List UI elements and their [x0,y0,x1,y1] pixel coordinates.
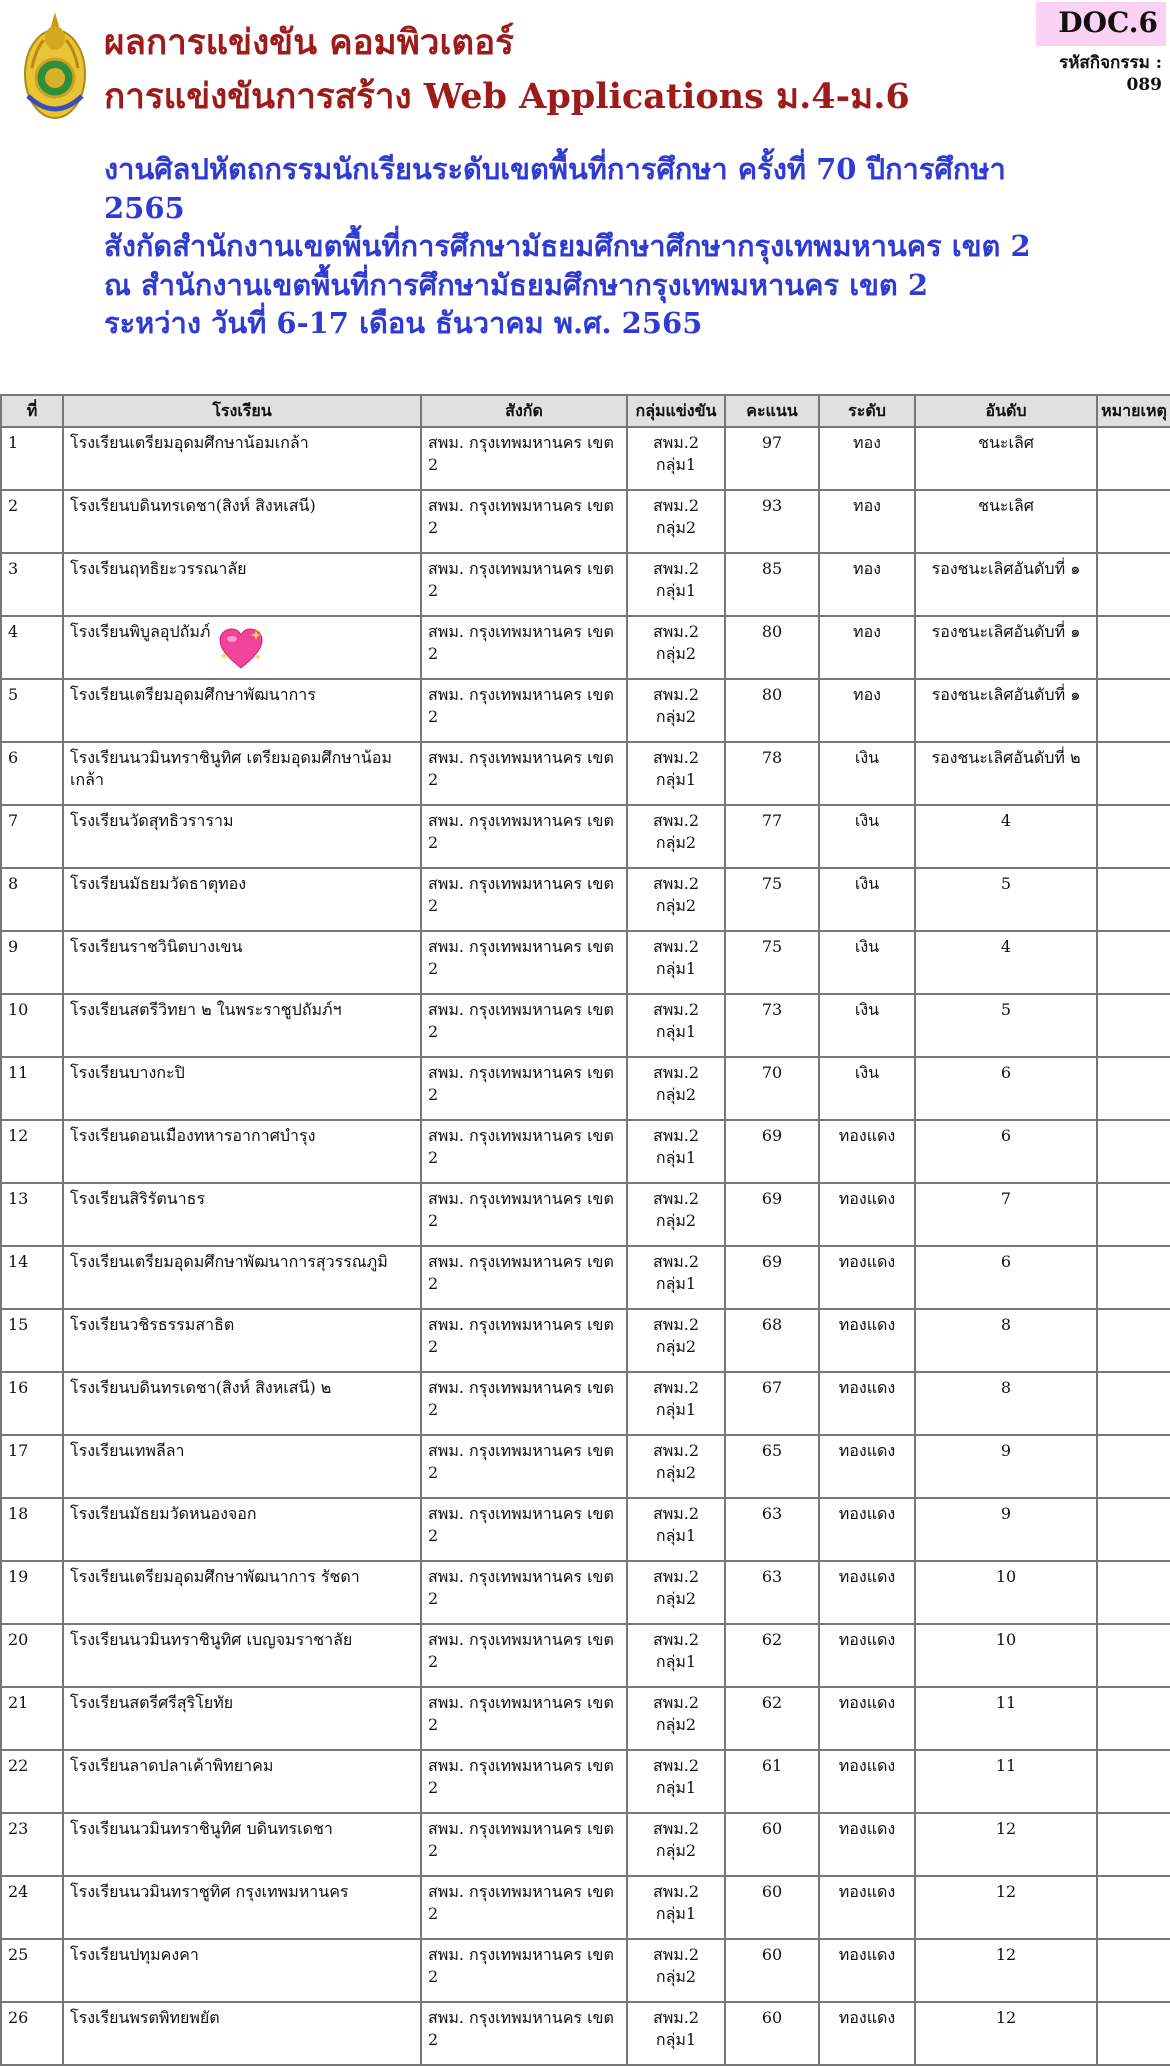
cell-rank: 7 [915,1183,1097,1246]
cell-no: 18 [1,1498,63,1561]
cell-school: โรงเรียนปทุมคงคา [63,1939,421,2002]
cell-group: สพม.2 กลุ่ม1 [627,1498,725,1561]
column-header-score: คะแนน [725,395,819,427]
cell-rank: รองชนะเลิศอันดับที่ ๑ [915,679,1097,742]
cell-rank: ชนะเลิศ [915,427,1097,490]
cell-remark [1097,1246,1170,1309]
column-header-group: กลุ่มแข่งขัน [627,395,725,427]
event-details-line: งานศิลปหัตถกรรมนักเรียนระดับเขตพื้นที่การศึกษา ครั้งที่ 70 ปีการศึกษา [104,152,1006,186]
cell-affiliation: สพม. กรุงเทพมหานคร เขต 2 [421,1435,627,1498]
cell-affiliation: สพม. กรุงเทพมหานคร เขต 2 [421,931,627,994]
cell-remark [1097,679,1170,742]
cell-affiliation: สพม. กรุงเทพมหานคร เขต 2 [421,1183,627,1246]
cell-school: โรงเรียนนวมินทราชูทิศ กรุงเทพมหานคร [63,1876,421,1939]
cell-level: ทองแดง [819,1876,915,1939]
cell-remark [1097,742,1170,805]
cell-group: สพม.2 กลุ่ม1 [627,2002,725,2065]
cell-score: 69 [725,1246,819,1309]
cell-level: เงิน [819,742,915,805]
cell-score: 93 [725,490,819,553]
cell-score: 85 [725,553,819,616]
table-row [1,805,1170,868]
column-header-rank: อันดับ [915,395,1097,427]
cell-no: 7 [1,805,63,868]
event-details-line: สังกัดสำนักงานเขตพื้นที่การศึกษามัธยมศึกษาศึกษากรุงเทพมหานคร เขต 2 [104,229,1031,264]
table-row [1,1120,1170,1183]
cell-score: 77 [725,805,819,868]
cell-no: 10 [1,994,63,1057]
cell-school: โรงเรียนเตรียมอุดมศึกษาพัฒนาการ [63,679,421,742]
cell-remark [1097,427,1170,490]
cell-level: ทองแดง [819,1498,915,1561]
table-row [1,616,1170,679]
cell-remark [1097,1561,1170,1624]
cell-affiliation: สพม. กรุงเทพมหานคร เขต 2 [421,805,627,868]
cell-school: โรงเรียนนวมินทราชินูทิศ เบญจมราชาลัย [63,1624,421,1687]
cell-remark [1097,1183,1170,1246]
cell-score: 97 [725,427,819,490]
cell-group: สพม.2 กลุ่ม1 [627,1624,725,1687]
cell-school: โรงเรียนเทพลีลา [63,1435,421,1498]
cell-rank: รองชนะเลิศอันดับที่ ๑ [915,553,1097,616]
cell-school: โรงเรียนมัธยมวัดหนองจอก [63,1498,421,1561]
cell-group: สพม.2 กลุ่ม2 [627,679,725,742]
competition-title: การแข่งขันการสร้าง Web Applications ม.4-ม.6 [104,76,910,117]
cell-no: 14 [1,1246,63,1309]
table-row [1,1624,1170,1687]
table-row [1,1876,1170,1939]
cell-group: สพม.2 กลุ่ม1 [627,931,725,994]
table-row [1,2002,1170,2065]
cell-level: ทองแดง [819,1813,915,1876]
cell-score: 68 [725,1309,819,1372]
table-row [1,1561,1170,1624]
cell-remark [1097,1939,1170,2002]
cell-rank: 10 [915,1561,1097,1624]
cell-score: 70 [725,1057,819,1120]
cell-school: โรงเรียนลาดปลาเค้าพิทยาคม [63,1750,421,1813]
cell-group: สพม.2 กลุ่ม1 [627,427,725,490]
table-row [1,1939,1170,2002]
cell-no: 9 [1,931,63,994]
cell-score: 69 [725,1120,819,1183]
cell-school: โรงเรียนเตรียมอุดมศึกษาพัฒนาการสุวรรณภูมิ [63,1246,421,1309]
cell-rank: ชนะเลิศ [915,490,1097,553]
cell-school: โรงเรียนบดินทรเดชา(สิงห์ สิงหเสนี) [63,490,421,553]
cell-group: สพม.2 กลุ่ม2 [627,1561,725,1624]
cell-school: โรงเรียนสตรีศรีสุริโยทัย [63,1687,421,1750]
cell-school: โรงเรียนสิริรัตนาธร [63,1183,421,1246]
cell-school: โรงเรียนราชวินิตบางเขน [63,931,421,994]
table-row [1,679,1170,742]
cell-no: 4 [1,616,63,679]
cell-affiliation: สพม. กรุงเทพมหานคร เขต 2 [421,868,627,931]
table-row [1,1435,1170,1498]
cell-remark [1097,1624,1170,1687]
cell-affiliation: สพม. กรุงเทพมหานคร เขต 2 [421,1309,627,1372]
cell-level: ทอง [819,679,915,742]
cell-school: โรงเรียนสตรีวิทยา ๒ ในพระราชูปถัมภ์ฯ [63,994,421,1057]
cell-no: 6 [1,742,63,805]
cell-level: ทอง [819,490,915,553]
cell-remark [1097,2002,1170,2065]
activity-code-label: รหัสกิจกรรม : [1059,53,1162,73]
cell-level: ทองแดง [819,1561,915,1624]
cell-level: ทองแดง [819,2002,915,2065]
cell-rank: 8 [915,1372,1097,1435]
cell-remark [1097,1813,1170,1876]
cell-no: 8 [1,868,63,931]
cell-score: 60 [725,1876,819,1939]
column-header-school: โรงเรียน [63,395,421,427]
cell-affiliation: สพม. กรุงเทพมหานคร เขต 2 [421,1939,627,2002]
cell-level: ทอง [819,553,915,616]
cell-level: ทองแดง [819,1624,915,1687]
cell-score: 60 [725,1813,819,1876]
cell-no: 26 [1,2002,63,2065]
cell-score: 62 [725,1687,819,1750]
table-row [1,1183,1170,1246]
cell-rank: 11 [915,1750,1097,1813]
cell-school: โรงเรียนเตรียมอุดมศึกษาน้อมเกล้า [63,427,421,490]
cell-rank: 9 [915,1498,1097,1561]
cell-group: สพม.2 กลุ่ม2 [627,1309,725,1372]
cell-no: 3 [1,553,63,616]
cell-score: 78 [725,742,819,805]
table-row [1,742,1170,805]
cell-level: เงิน [819,994,915,1057]
cell-group: สพม.2 กลุ่ม2 [627,805,725,868]
cell-group: สพม.2 กลุ่ม2 [627,490,725,553]
cell-affiliation: สพม. กรุงเทพมหานคร เขต 2 [421,1624,627,1687]
cell-remark [1097,868,1170,931]
cell-affiliation: สพม. กรุงเทพมหานคร เขต 2 [421,2002,627,2065]
table-row [1,1309,1170,1372]
cell-school: โรงเรียนนวมินทราชินูทิศ บดินทรเดชา [63,1813,421,1876]
cell-rank: 9 [915,1435,1097,1498]
cell-rank: 4 [915,805,1097,868]
cell-level: ทองแดง [819,1750,915,1813]
cell-score: 67 [725,1372,819,1435]
cell-rank: 6 [915,1120,1097,1183]
cell-score: 63 [725,1561,819,1624]
event-details-line: ณ สำนักงานเขตพื้นที่การศึกษามัธยมศึกษากรุงเทพมหานคร เขต 2 [104,267,929,302]
cell-remark [1097,1120,1170,1183]
cell-group: สพม.2 กลุ่ม1 [627,994,725,1057]
cell-level: ทองแดง [819,1687,915,1750]
table-row [1,868,1170,931]
cell-remark [1097,1057,1170,1120]
cell-level: ทอง [819,616,915,679]
cell-rank: 5 [915,868,1097,931]
cell-group: สพม.2 กลุ่ม2 [627,616,725,679]
table-row [1,1687,1170,1750]
cell-affiliation: สพม. กรุงเทพมหานคร เขต 2 [421,553,627,616]
cell-no: 11 [1,1057,63,1120]
cell-school: โรงเรียนบดินทรเดชา(สิงห์ สิงหเสนี) ๒ [63,1372,421,1435]
cell-level: ทองแดง [819,1435,915,1498]
cell-school: โรงเรียนนวมินทราชินูทิศ เตรียมอุดมศึกษาน้อมเกล้า [63,742,421,805]
page-title: ผลการแข่งขัน คอมพิวเตอร์ [104,22,514,63]
table-header-row [1,395,1170,427]
education-emblem-icon [22,8,88,124]
table-row [1,1498,1170,1561]
column-header-affiliation: สังกัด [421,395,627,427]
table-row [1,1246,1170,1309]
cell-affiliation: สพม. กรุงเทพมหานคร เขต 2 [421,1750,627,1813]
cell-rank: 4 [915,931,1097,994]
cell-no: 23 [1,1813,63,1876]
cell-group: สพม.2 กลุ่ม2 [627,1057,725,1120]
cell-school: โรงเรียนดอนเมืองทหารอากาศบำรุง [63,1120,421,1183]
cell-group: สพม.2 กลุ่ม1 [627,1120,725,1183]
cell-rank: 6 [915,1246,1097,1309]
cell-no: 17 [1,1435,63,1498]
cell-level: ทองแดง [819,1183,915,1246]
cell-group: สพม.2 กลุ่ม2 [627,1813,725,1876]
column-header-remark: หมายเหตุ [1097,395,1170,427]
cell-score: 61 [725,1750,819,1813]
cell-no: 16 [1,1372,63,1435]
cell-affiliation: สพม. กรุงเทพมหานคร เขต 2 [421,1561,627,1624]
cell-group: สพม.2 กลุ่ม1 [627,1246,725,1309]
cell-remark [1097,490,1170,553]
cell-rank: 12 [915,1813,1097,1876]
cell-rank: 12 [915,2002,1097,2065]
cell-remark [1097,1309,1170,1372]
cell-remark [1097,994,1170,1057]
cell-school: โรงเรียนพิบูลอุปถัมภ์ [63,616,421,679]
cell-no: 25 [1,1939,63,2002]
cell-affiliation: สพม. กรุงเทพมหานคร เขต 2 [421,994,627,1057]
activity-code: 089 [1126,75,1162,95]
cell-score: 75 [725,931,819,994]
cell-affiliation: สพม. กรุงเทพมหานคร เขต 2 [421,742,627,805]
table-row [1,994,1170,1057]
cell-affiliation: สพม. กรุงเทพมหานคร เขต 2 [421,1372,627,1435]
cell-group: สพม.2 กลุ่ม1 [627,1876,725,1939]
cell-school: โรงเรียนฤทธิยะวรรณาลัย [63,553,421,616]
cell-school: โรงเรียนมัธยมวัดธาตุทอง [63,868,421,931]
table-row [1,1750,1170,1813]
cell-level: ทองแดง [819,1246,915,1309]
cell-no: 15 [1,1309,63,1372]
cell-level: ทองแดง [819,1939,915,2002]
cell-group: สพม.2 กลุ่ม1 [627,1372,725,1435]
cell-no: 21 [1,1687,63,1750]
cell-remark [1097,1498,1170,1561]
column-header-no: ที่ [1,395,63,427]
cell-affiliation: สพม. กรุงเทพมหานคร เขต 2 [421,1687,627,1750]
results-table [0,394,1170,2066]
cell-score: 60 [725,2002,819,2065]
cell-group: สพม.2 กลุ่ม2 [627,868,725,931]
event-details [104,150,1064,343]
cell-rank: 10 [915,1624,1097,1687]
cell-affiliation: สพม. กรุงเทพมหานคร เขต 2 [421,1120,627,1183]
cell-score: 60 [725,1939,819,2002]
cell-affiliation: สพม. กรุงเทพมหานคร เขต 2 [421,616,627,679]
cell-group: สพม.2 กลุ่ม2 [627,1435,725,1498]
table-row [1,1813,1170,1876]
cell-level: ทอง [819,427,915,490]
table-row [1,931,1170,994]
table-row [1,490,1170,553]
cell-school: โรงเรียนวัดสุทธิวราราม [63,805,421,868]
event-details-line: 2565 [104,190,185,225]
cell-no: 19 [1,1561,63,1624]
cell-score: 80 [725,679,819,742]
cell-remark [1097,1687,1170,1750]
cell-affiliation: สพม. กรุงเทพมหานคร เขต 2 [421,1498,627,1561]
cell-remark [1097,1435,1170,1498]
cell-group: สพม.2 กลุ่ม1 [627,742,725,805]
cell-level: เงิน [819,1057,915,1120]
cell-no: 24 [1,1876,63,1939]
cell-rank: 6 [915,1057,1097,1120]
table-row [1,553,1170,616]
cell-rank: 12 [915,1876,1097,1939]
cell-score: 62 [725,1624,819,1687]
cell-no: 5 [1,679,63,742]
cell-no: 1 [1,427,63,490]
cell-affiliation: สพม. กรุงเทพมหานคร เขต 2 [421,679,627,742]
cell-no: 13 [1,1183,63,1246]
cell-remark [1097,1372,1170,1435]
cell-no: 22 [1,1750,63,1813]
cell-no: 20 [1,1624,63,1687]
cell-level: เงิน [819,931,915,994]
cell-group: สพม.2 กลุ่ม1 [627,553,725,616]
column-header-level: ระดับ [819,395,915,427]
table-row [1,1057,1170,1120]
sparkling-heart-icon [218,628,264,672]
cell-rank: 11 [915,1687,1097,1750]
cell-remark [1097,1876,1170,1939]
cell-rank: 12 [915,1939,1097,2002]
cell-affiliation: สพม. กรุงเทพมหานคร เขต 2 [421,1813,627,1876]
cell-affiliation: สพม. กรุงเทพมหานคร เขต 2 [421,490,627,553]
cell-rank: รองชนะเลิศอันดับที่ ๒ [915,742,1097,805]
cell-remark [1097,931,1170,994]
cell-level: เงิน [819,868,915,931]
results-table-body [1,427,1170,2065]
cell-remark [1097,805,1170,868]
cell-school: โรงเรียนวชิรธรรมสาธิต [63,1309,421,1372]
cell-rank: 5 [915,994,1097,1057]
cell-remark [1097,1750,1170,1813]
cell-group: สพม.2 กลุ่ม2 [627,1939,725,2002]
cell-affiliation: สพม. กรุงเทพมหานคร เขต 2 [421,427,627,490]
cell-remark [1097,553,1170,616]
cell-rank: รองชนะเลิศอันดับที่ ๑ [915,616,1097,679]
cell-score: 75 [725,868,819,931]
cell-affiliation: สพม. กรุงเทพมหานคร เขต 2 [421,1876,627,1939]
cell-score: 63 [725,1498,819,1561]
cell-score: 80 [725,616,819,679]
cell-remark [1097,616,1170,679]
cell-group: สพม.2 กลุ่ม1 [627,1750,725,1813]
cell-affiliation: สพม. กรุงเทพมหานคร เขต 2 [421,1246,627,1309]
table-row [1,427,1170,490]
cell-level: ทองแดง [819,1120,915,1183]
event-details-line: ระหว่าง วันที่ 6-17 เดือน ธันวาคม พ.ศ. 2565 [104,306,703,341]
cell-group: สพม.2 กลุ่ม2 [627,1687,725,1750]
cell-school: โรงเรียนบางกะปิ [63,1057,421,1120]
cell-no: 2 [1,490,63,553]
doc-label: DOC.6 [1058,6,1158,39]
cell-score: 69 [725,1183,819,1246]
cell-school: โรงเรียนพรตพิทยพยัต [63,2002,421,2065]
cell-affiliation: สพม. กรุงเทพมหานคร เขต 2 [421,1057,627,1120]
table-row [1,1372,1170,1435]
cell-level: ทองแดง [819,1372,915,1435]
cell-group: สพม.2 กลุ่ม2 [627,1183,725,1246]
cell-level: เงิน [819,805,915,868]
cell-no: 12 [1,1120,63,1183]
cell-level: ทองแดง [819,1309,915,1372]
cell-rank: 8 [915,1309,1097,1372]
cell-score: 73 [725,994,819,1057]
cell-school: โรงเรียนเตรียมอุดมศึกษาพัฒนาการ รัชดา [63,1561,421,1624]
cell-score: 65 [725,1435,819,1498]
